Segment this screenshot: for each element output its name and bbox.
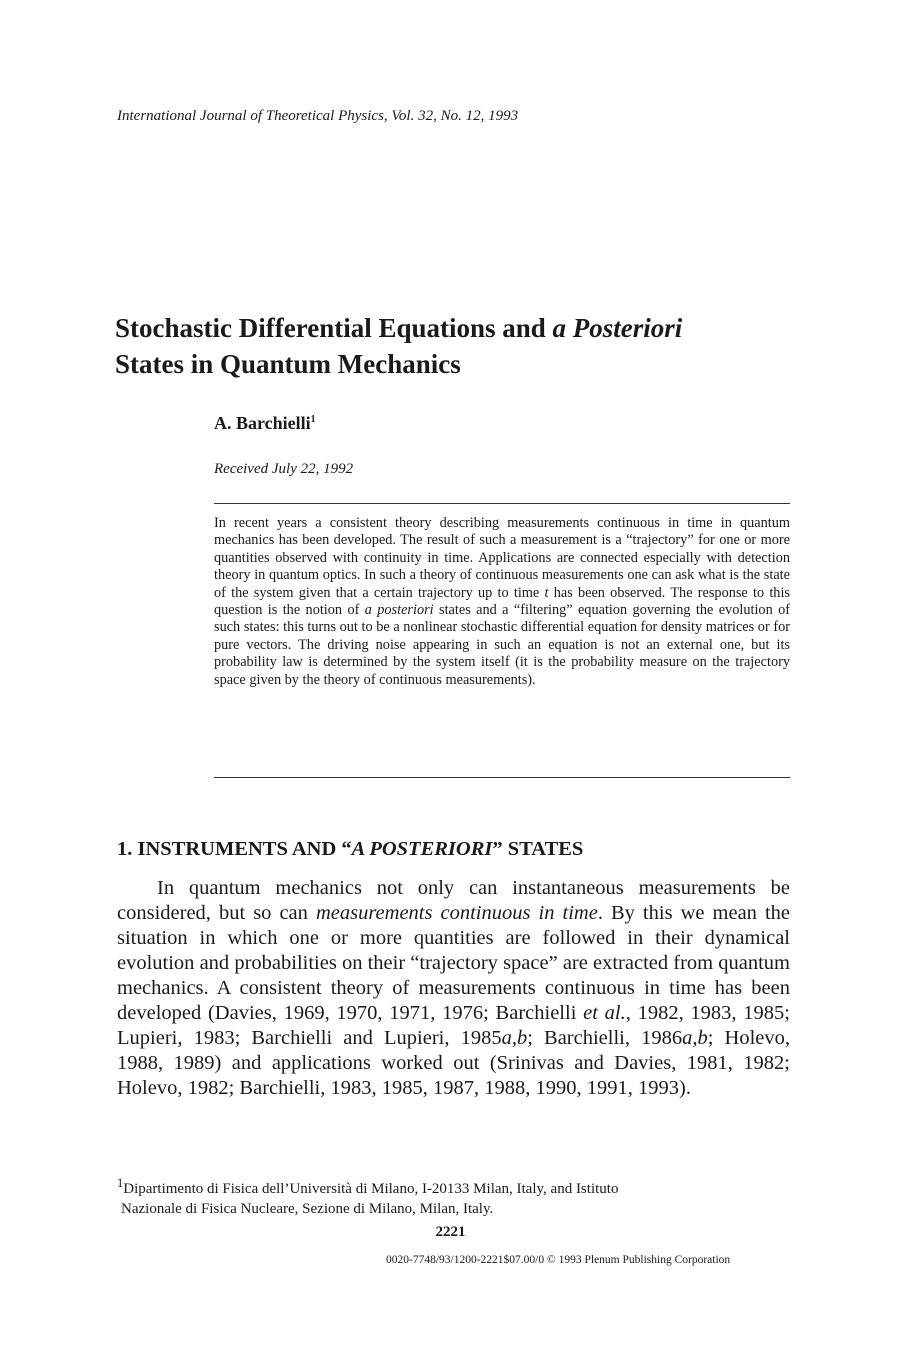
body-s4: et al. — [583, 1002, 626, 1024]
body-s3: . By this we mean the situation in which one or more quantities are followed in their dynamical evolution and probabilities on their “trajectory space” are extracted from quantum mechanics. A consistent theory of measurements continuous in time has been developed (Davies, 1969, 1970, 1971, 1976; Barchielli — [117, 902, 791, 1024]
footnote-line2: Nazionale di Fisica Nucleare, Sezione di Milano, Milan, Italy. — [121, 1201, 494, 1217]
footnote-mark: 1 — [117, 1176, 124, 1190]
section-a: 1. INSTRUMENTS AND “ — [117, 838, 352, 860]
body-s5: , 1982, 1983, 1985; Lupieri, 1983; Barchielli and Lupieri, 1985 — [117, 1002, 790, 1049]
title-italic: a Posteriori — [552, 313, 683, 343]
received-date: Received July 22, 1992 — [214, 461, 354, 477]
page-number: 2221 — [435, 1224, 466, 1240]
author-footnote-mark: 1 — [310, 414, 316, 425]
abstract-part3: states and a “filtering” equation governing the evolution of such states: this turns out to be a nonlinear stochastic differential equation for density matrices or for pure vectors. The driving noise appearing in such an equation is not an external one, but its probability law is determined by the system itself (it is the probability measure on the trajectory space given by the theory of continuous measurements). — [214, 602, 790, 688]
section-c: ” STATES — [492, 838, 584, 860]
paper-title — [115, 310, 815, 382]
author-name — [214, 413, 316, 434]
journal-header: International Journal of Theoretical Physics, Vol. 32, No. 12, 1993 — [117, 108, 519, 124]
copyright-line: 0020-7748/93/1200-2221$07.00/0 © 1993 Plenum Publishing Corporation — [386, 1254, 731, 1266]
body-s1: In quantum mechanics not only can instantaneous measurements be considered, but so can — [117, 877, 790, 924]
abstract-top-rule — [214, 503, 790, 504]
body-s7: ; Barchielli, 1986 — [527, 1027, 683, 1049]
body-s2: measurements continuous in time — [315, 902, 598, 924]
section-heading — [117, 838, 583, 861]
abstract-part2: has been observed. The response to this question is the notion of — [214, 584, 790, 619]
title-line2: States in Quantum Mechanics — [115, 349, 461, 379]
abstract-part1: In recent years a consistent theory describing measurements continuous in time in quantum mechanics has been developed. The result of such a measurement is a “trajectory” for one or more quantities observed with continuity in time. Applications are connected especially with detection theory in quantum optics. In such a theory of continuous measurements one can ask what is the state of the system given that a certain trajectory up to time — [214, 515, 790, 601]
author-text: A. Barchielli — [214, 413, 311, 433]
body-s6: a,b — [501, 1027, 528, 1049]
body-paragraph — [117, 876, 790, 1101]
title-line1: Stochastic Differential Equations and — [115, 313, 553, 343]
body-s9: ; Holevo, 1988, 1989) and applications worked out (Srinivas and Davies, 1981, 1982; Holevo, 1982; Barchielli, 1983, 1985, 1987, 1988, 1990, 1991, 1993). — [117, 1027, 790, 1099]
abstract — [214, 515, 790, 689]
abstract-time-var: t — [544, 584, 549, 601]
abstract-bottom-rule — [214, 777, 790, 778]
footnote-line1: Dipartimento di Fisica dell’Università di Milano, I-20133 Milan, Italy, and Istituto — [123, 1181, 619, 1197]
abstract-italic: a posteriori — [364, 602, 434, 619]
section-italic: A POSTERIORI — [351, 838, 493, 860]
body-s8: a,b — [682, 1027, 708, 1049]
footnote — [117, 1173, 790, 1219]
